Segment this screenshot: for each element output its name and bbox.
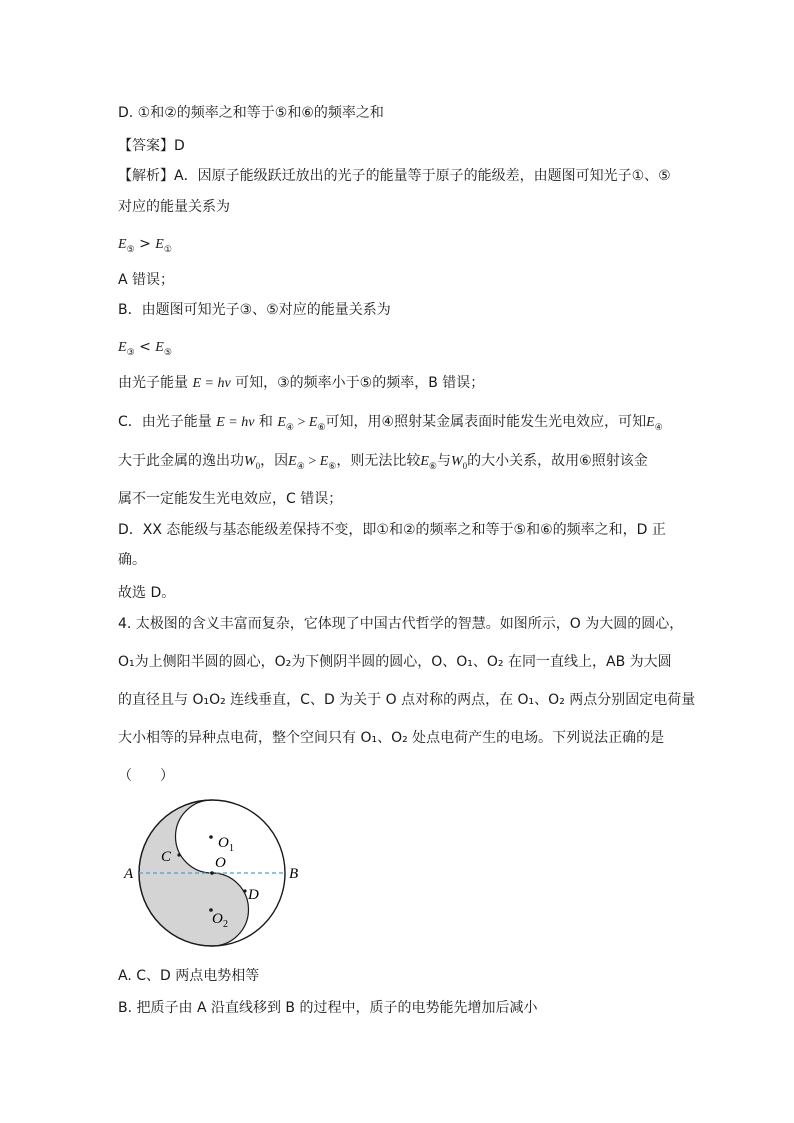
analysis-c-line3: 属不一定能发生光电效应，C 错误； — [118, 491, 343, 507]
formula-e5: $E_⑤$ — [118, 237, 135, 254]
point-o — [210, 871, 214, 875]
question4-line1: 4. 太极图的含义丰富而复杂，它体现了中国古代哲学的智慧。如图所示，O 为大圆的圆心， — [118, 616, 684, 632]
analysis-conclusion: 故选 D。 — [118, 585, 176, 601]
analysis-b-line2: 由光子能量 E = hν 可知，③的频率小于⑤的频率，B 错误； — [118, 375, 485, 391]
analysis-a-line2: 对应的能量关系为 — [118, 199, 230, 215]
formula-op-lt: < — [139, 339, 151, 355]
question4-line2: O₁为上侧阳半圆的圆心，O₂为下侧阴半圆的圆心，O、O₁、O₂ 在同一直线上，AB 为大圆 — [118, 654, 672, 670]
question4-line3: 的直径且与 O₁O₂ 连线垂直，C、D 为关于 O 点对称的两点，在 O₁、O₂ 两点分别固定电荷量 — [118, 692, 696, 708]
label-b: B — [289, 866, 299, 882]
formula-e5-gt-e1 — [118, 234, 172, 259]
formula-e-hv: E = hν — [192, 376, 231, 391]
point-o1 — [209, 835, 213, 839]
formula-w0: $W_0$ — [244, 454, 261, 471]
analysis-a-result: A 错误； — [118, 272, 175, 288]
svg-text:1: 1 — [229, 843, 234, 854]
analysis-c-line2: 大于此金属的逸出功$W_0$，因$E_④ > E_⑥$，则无法比较$E_⑥$与$W_0$的大小关系，故用⑥照射该金 — [118, 453, 648, 471]
answer-tag: 【答案】 — [118, 138, 174, 154]
analysis-a-text: A．因原子能级跃迁放出的光子的能量等于原子的能级差，由题图可知光子①、⑤ — [174, 168, 671, 184]
label-o: O — [215, 855, 226, 871]
label-o1 — [218, 835, 234, 854]
label-d: D — [248, 887, 259, 903]
label-c: C — [161, 849, 172, 865]
point-d — [243, 889, 246, 892]
analysis-b-line1: B．由题图可知光子③、⑤对应的能量关系为 — [118, 302, 391, 318]
answer-value: D — [174, 138, 185, 154]
formula-e3-lt-e5 — [118, 337, 172, 362]
formula-e5b: $E_⑤$ — [155, 340, 172, 357]
option-b: B. 把质子由 A 沿直线移到 B 的过程中，质子的电势能先增加后减小 — [118, 1000, 538, 1016]
analysis-c-line1: C．由光子能量 E = hν 和 $E_④ > E_⑥$可知，用④照射某金属表面时能发生光电效应，可知$E_④$ — [118, 414, 663, 432]
option-a: A. C、D 两点电势相等 — [118, 968, 260, 984]
formula-w0-b: $W_0$ — [451, 454, 468, 471]
svg-text:O: O — [218, 835, 229, 851]
taiji-figure — [115, 795, 315, 955]
formula-e4: $E_④$ — [646, 415, 663, 432]
formula-e4-gt-e6-b: $E_④ > E_⑥$ — [288, 454, 337, 471]
label-a: A — [124, 866, 134, 882]
formula-e1: $E_①$ — [155, 237, 172, 254]
analysis-tag: 【解析】 — [118, 168, 174, 184]
point-c — [177, 853, 180, 856]
formula-e6: $E_⑥$ — [420, 454, 437, 471]
formula-e3: $E_③$ — [118, 340, 135, 357]
analysis-d-line1: D．XX 态能级与基态能级差保持不变，即①和②的频率之和等于⑤和⑥的频率之和，D 正 — [118, 522, 666, 538]
answer-line — [118, 136, 185, 156]
analysis-a-line1 — [118, 166, 671, 186]
analysis-d-line2: 确。 — [118, 552, 146, 568]
formula-e4-gt-e6: $E_④ > E_⑥$ — [277, 415, 326, 432]
question4-paren: （ ） — [118, 768, 174, 784]
svg-text:2: 2 — [223, 919, 228, 930]
option-d-previous: D. ①和②的频率之和等于⑤和⑥的频率之和 — [118, 105, 384, 121]
svg-text:O: O — [212, 911, 223, 927]
question4-line4: 大小相等的异种点电荷，整个空间只有 O₁、O₂ 处点电荷产生的电场。下列说法正确的是 — [118, 730, 665, 746]
formula-e-hv-2: E = hν — [216, 415, 255, 430]
formula-op-gt: > — [139, 236, 151, 252]
